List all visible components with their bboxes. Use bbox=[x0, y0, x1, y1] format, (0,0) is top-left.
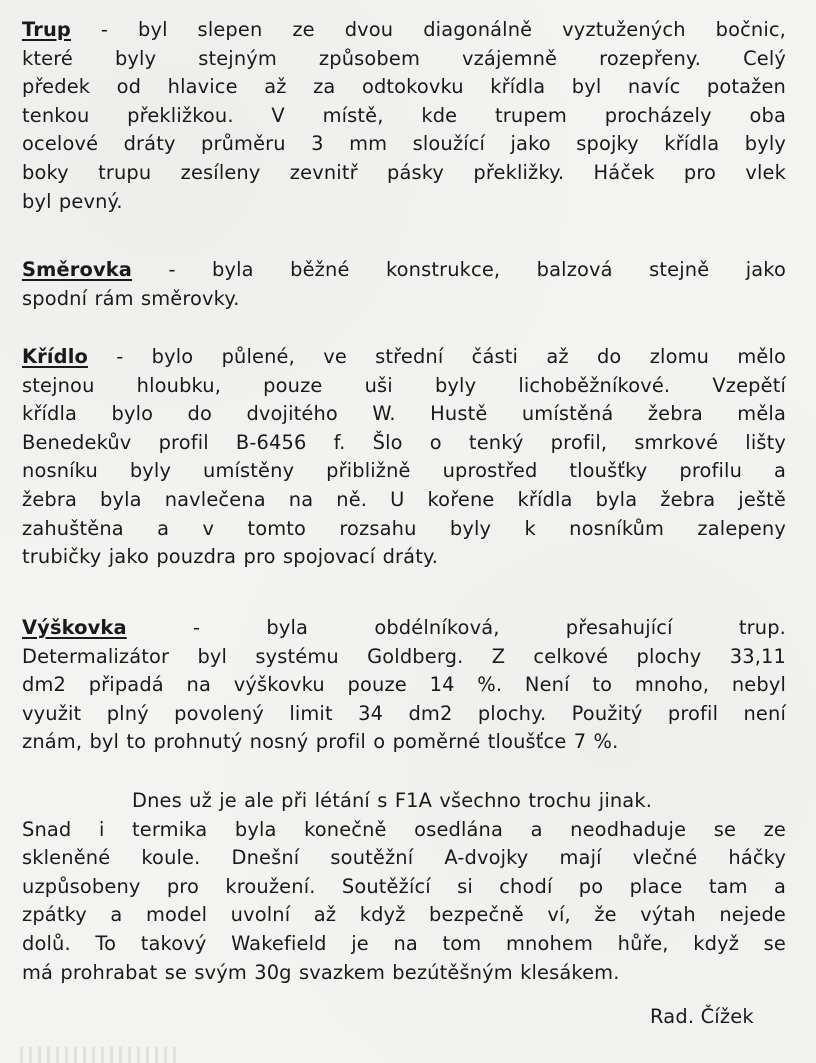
text-line: předek od hlavice až za odtokovku křídla byl navíc potažen bbox=[22, 75, 786, 99]
scan-artifact bbox=[20, 1047, 180, 1063]
text-line: trubičky jako pouzdra pro spojovací dráty. bbox=[22, 545, 439, 569]
section-smerovka bbox=[22, 256, 786, 313]
text-line: žebra byla navlečena na ně. U kořene křídla byla žebra ještě bbox=[22, 487, 786, 511]
text-line: ocelové dráty průměru 3 mm sloužící jako spojky křídla byly bbox=[22, 132, 786, 156]
text-line: Snad i termika byla konečně osedlána a neodhaduje se ze bbox=[22, 817, 786, 841]
text-segment: - byla běžné konstrukce, balzová stejně jako bbox=[132, 258, 786, 281]
text-line: spodní rám směrovky. bbox=[22, 286, 240, 310]
text-line: skleněné koule. Dnešní soutěžní A-dvojky mají vlečné háčky bbox=[22, 846, 786, 870]
heading-trup: Trup bbox=[22, 18, 71, 41]
text-line bbox=[22, 256, 786, 285]
text-line: stejnou hloubku, pouze uši byly lichoběžníkové. Vzepětí bbox=[22, 373, 786, 397]
text-line: zpátky a model uvolní až když bezpečně ví, že výtah nejede bbox=[22, 903, 786, 927]
text-line: tenkou překližkou. V místě, kde trupem procházely oba bbox=[22, 103, 786, 127]
text-line: má prohrabat se svým 30g svazkem bezútěšným klesákem. bbox=[22, 960, 620, 984]
text-segment: - bylo půlené, ve střední části až do zlomu mělo bbox=[87, 345, 786, 368]
text-segment: - byla obdélníková, přesahující trup. bbox=[126, 616, 786, 639]
heading-vyskovka: Výškovka bbox=[22, 616, 127, 639]
text-line: dolů. To takový Wakefield je na tom mnohem hůře, když se bbox=[22, 931, 786, 955]
text-line: boky trupu zesíleny zevnitř pásky překližky. Háček pro vlek bbox=[22, 160, 786, 184]
text-line: Determalizátor byl systému Goldberg. Z celkové plochy 33,11 bbox=[22, 644, 786, 668]
text-line: zahuštěna a v tomto rozsahu byly k nosníkům zalepeny bbox=[22, 516, 786, 540]
text-segment: - byl slepen ze dvou diagonálně vyztužených bočnic, bbox=[70, 18, 786, 41]
text-line: byl pevný. bbox=[22, 189, 123, 213]
heading-smerovka: Směrovka bbox=[22, 258, 133, 281]
section-kridlo bbox=[22, 343, 786, 572]
author-signature: Rad. Čížek bbox=[650, 1005, 754, 1028]
text-line: dm2 připadá na výškovku pouze 14 %. Není to mnoho, nebyl bbox=[22, 673, 786, 697]
text-line: nosníku byly umístěny přibližně uprostřed tloušťky profilu a bbox=[22, 459, 786, 483]
text-line bbox=[22, 614, 786, 643]
section-closing bbox=[22, 787, 786, 987]
text-line bbox=[22, 16, 786, 45]
text-line: využit plný povolený limit 34 dm2 plochy. Použitý profil není bbox=[22, 701, 786, 725]
text-line: křídla bylo do dvojitého W. Hustě umístěná žebra měla bbox=[22, 402, 786, 426]
section-vyskovka bbox=[22, 614, 786, 757]
text-line: Benedekův profil B-6456 f. Šlo o tenký profil, smrkové lišty bbox=[22, 430, 786, 454]
text-line: uzpůsobeny pro kroužení. Soutěžící si chodí po place tam a bbox=[22, 874, 786, 898]
section-trup bbox=[22, 16, 786, 216]
text-line bbox=[22, 343, 786, 372]
text-line: které byly stejným způsobem vzájemně rozepřeny. Celý bbox=[22, 46, 786, 70]
text-line: znám, byl to prohnutý nosný profil o poměrné tloušťce 7 %. bbox=[22, 730, 619, 754]
text-line: Dnes už je ale při létání s F1A všechno trochu jinak. bbox=[132, 789, 653, 812]
heading-kridlo: Křídlo bbox=[22, 345, 88, 368]
